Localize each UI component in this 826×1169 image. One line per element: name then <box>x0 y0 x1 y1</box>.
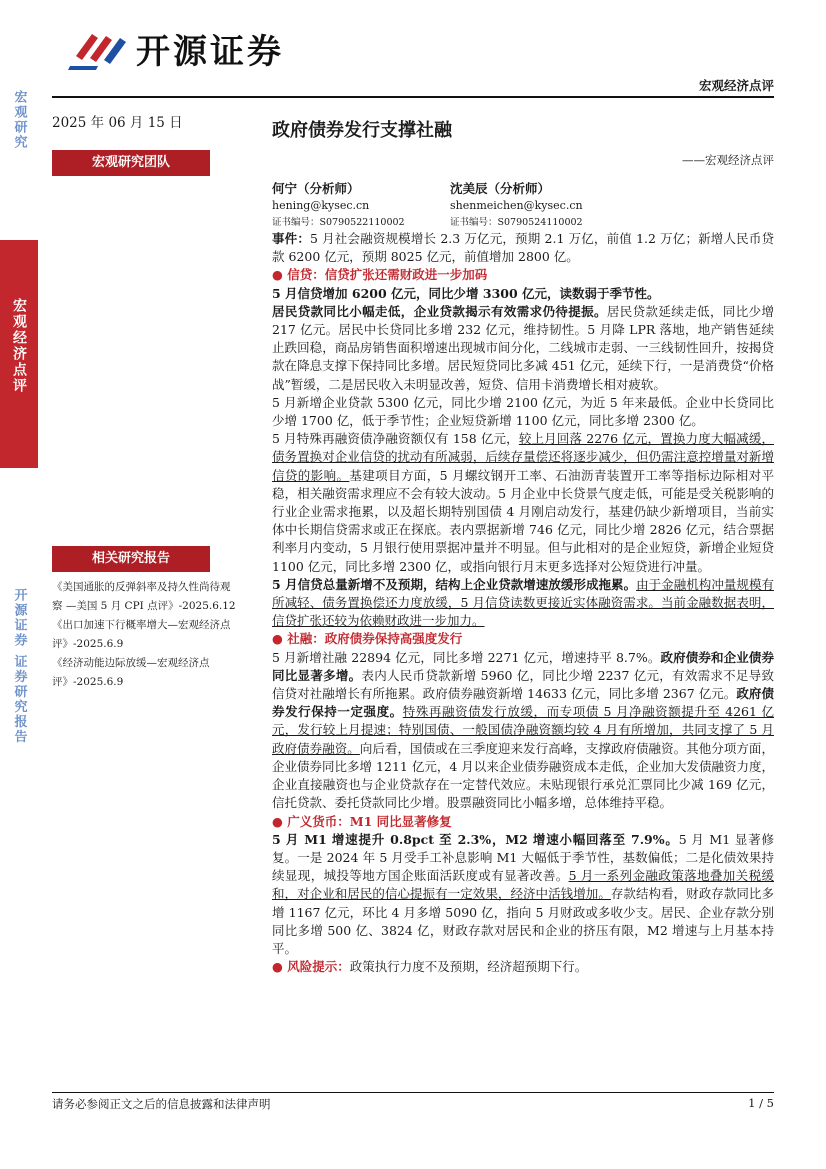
analyst-email[interactable]: hening@kysec.cn <box>272 199 370 212</box>
header-divider <box>52 96 774 98</box>
section-heading-money-supply: ● 广义货币：M1 同比显著修复 <box>272 813 452 829</box>
paragraph: 居民贷款同比小幅走低，企业贷款揭示有效需求仍待提振。居民贷款延续走低，同比少增 217 亿元。居民中长贷同比多增 232 亿元，维持韧性。5 月降 LPR 落地，地产销售延续止跌回稳，商品房销售面积增速出现城市间分化，二线城市走弱、一三线韧性回升，按揭贷款在降息支撑下保持同比多增。居民短贷同比多减 451 亿元，延续下行，一是消费贷“价格战”暂缓，二是居民收入未明显改善，短贷、信用卡消费增长相对疲软。 <box>272 303 774 392</box>
report-subtitle: ——宏观经济点评 <box>682 153 774 167</box>
paragraph: 5 月新增社融 22894 亿元，同比多增 2271 亿元，增速持平 8.7%。政府债券和企业债券同比显著多增。表内人民币贷款新增 5960 亿，同比少增 2237 亿元，有效需求不足导致信贷对社融增长有所拖累。政府债券融资新增 14633 亿元，同比多增 2367 亿元。政府债券发行保持一定强度。特殊再融资债发行放缓，而专项债 5 月净融资额提升至 4261 亿元，发行较上月提速；特别国债、一般国债净融资额均较 4 月有所增加，共同支撑了 5 月政府债券融资。向后看，国债或在三季度迎来发行高峰，支撑政府债融资。其他分项方面，企业债券同比多增 1211 亿元，4 月以来企业债券融资成本走低，企业加大发债融资力度，企业直接融资也与企业贷款存在一定替代效应。未贴现银行承兑汇票同比少减 169 亿元，信托贷款、委托贷款同比少增。股票融资同比小幅多增，总体维持平稳。 <box>272 649 774 811</box>
analyst-cert: 证书编号：S0790522110002 <box>272 217 405 228</box>
section-heading-social-financing: ● 社融：政府债券保持高强度发行 <box>272 631 463 647</box>
brand-mark-icon <box>68 26 130 72</box>
paragraph: 5 月信贷总量新增不及预期，结构上企业贷款增速放缓形成拖累。由于金融机构冲量规模有所减轻、债务置换偿还力度放缓，5 月信贷读数更接近实体融资需求。当前金融数据表明，信贷扩张还较为依赖财政进一步加力。 <box>272 576 774 629</box>
event-paragraph: 事件：5 月社会融资规模增长 2.3 万亿元，预期 2.1 万亿，前值 1.2 万亿；新增人民币贷款 6200 亿元，预期 8025 亿元，前值增加 2800 亿。 <box>272 231 774 265</box>
paragraph: 5 月信贷增加 6200 亿元，同比少增 3300 亿元，读数弱于季节性。 <box>272 285 660 301</box>
paragraph: 5 月特殊再融资债净融资额仅有 158 亿元，较上月回落 2276 亿元，置换力度大幅减缓，债务置换对企业信贷的扰动有所减弱，后续存量偿还将逐步减少，但仍需注意控增量对新增信贷的影响。基建项目方面，5 月螺纹钢开工率、石油沥青装置开工率等指标边际相对平稳，相关融资需求理应不会有较大波动。5 月企业中长贷景气度走低，可能是受关税影响的行业企业需求拖累，以及超长期特别国债 4 月刚启动发行，基建仍缺少新增项目，当前实体中长期信贷需求或正在探底。表内票据新增 746 亿元，同比少增 2826 亿元，结合票据利率月内变动，5 月银行使用票据冲量并不明显。但与此相对的是企业短贷，新增企业短贷 1100 亿元，同比多增 2300 亿，或指向银行月末更多选择对公短贷进行冲量。 <box>272 431 775 574</box>
related-reports-label: 相关研究报告 <box>52 546 210 572</box>
paragraph: 5 月新增企业贷款 5300 亿元，同比少增 2100 亿元，为近 5 年来最低。企业中长贷同比少增 1700 亿，低于季节性；企业短贷新增 1100 亿元，同比多增 2300 亿。 <box>272 394 774 429</box>
brand-logo <box>68 24 284 73</box>
related-report-link[interactable]: 《美国通胀的反弹斜率及持久性尚待观察 —美国 5 月 CPI 点评》-2025.6.12 <box>52 581 236 612</box>
analyst-name: 何宁（分析师） <box>272 181 360 196</box>
footer-divider <box>52 1092 774 1093</box>
page-number: 1 / 5 <box>748 1096 774 1110</box>
brand-name: 开源证券 <box>136 32 284 72</box>
report-body <box>272 230 774 976</box>
analyst-name: 沈美辰（分析师） <box>450 181 551 196</box>
analyst-card <box>450 181 583 231</box>
side-label-middle: 宏观经济点评 <box>0 240 38 468</box>
report-date: 2025 年 06 月 15 日 <box>52 115 183 131</box>
section-heading-credit: ● 信贷：信贷扩张还需财政进一步加码 <box>272 267 488 283</box>
side-label-bottom: 开源证券 证券研究报告 <box>0 470 38 1169</box>
team-label: 宏观研究团队 <box>52 150 210 176</box>
report-title: 政府债券发行支撑社融 <box>272 120 452 141</box>
analyst-card <box>272 181 405 231</box>
analyst-cert: 证书编号：S0790524110002 <box>450 217 583 228</box>
related-reports-list <box>52 578 236 692</box>
paragraph: 5 月 M1 增速提升 0.8pct 至 2.3%，M2 增速小幅回落至 7.9%。5 月 M1 显著修复。一是 2024 年 5 月受手工补息影响 M1 大幅低于季节性，基数偏低；二是化债效果持续显现，城投等地方国企账面活跃度或有显著改善。5 月一系列金融政策落地叠加关税缓和，对企业和居民的信心提振有一定效果，经济中活钱增加。存款结构看，财政存款同比多增 1167 亿元，环比 4 月多增 5090 亿，指向 5 月财政或多收少支。居民、企业存款分别同比多增 500 亿、3824 亿，财政存款对居民和企业的挤压有限，M2 增速与上月基本持平。 <box>272 831 774 956</box>
side-label-top: 宏观研究 <box>0 0 38 235</box>
analyst-email[interactable]: shenmeichen@kysec.cn <box>450 199 583 212</box>
header-category: 宏观经济点评 <box>698 78 774 93</box>
related-report-link[interactable]: 《经济动能边际放缓—宏观经济点评》-2025.6.9 <box>52 657 210 688</box>
related-report-link[interactable]: 《出口加速下行概率增大—宏观经济点评》-2025.6.9 <box>52 619 231 650</box>
risk-paragraph: ● 风险提示：政策执行力度不及预期，经济超预期下行。 <box>272 959 588 975</box>
footer-disclaimer: 请务必参阅正文之后的信息披露和法律声明 <box>52 1097 271 1111</box>
